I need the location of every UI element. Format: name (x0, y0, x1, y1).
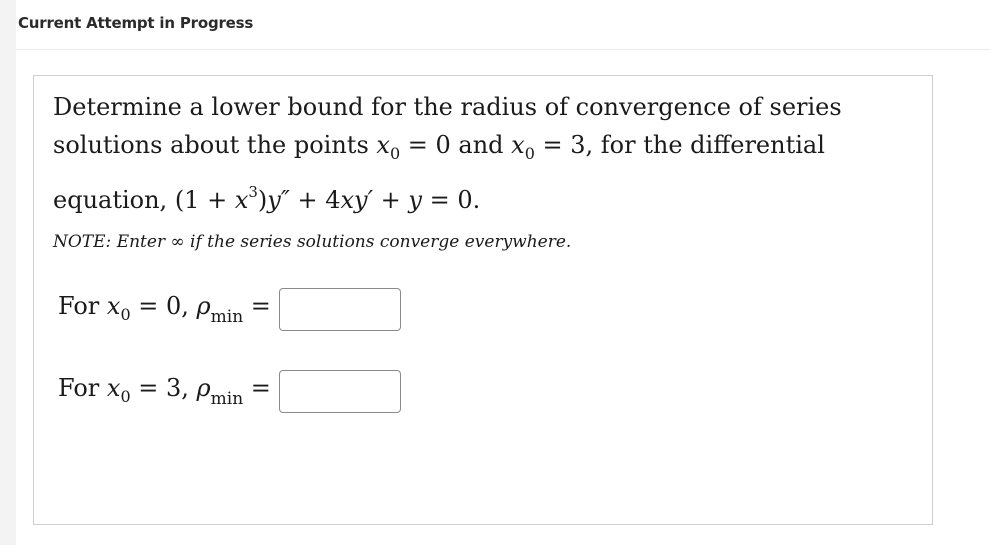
question-panel (33, 75, 933, 525)
attempt-header (16, 0, 990, 50)
answer-label-x0-zero: For $x_0 = 0$, $\rho_{min}$ = (58, 291, 271, 327)
question-line-1: Determine a lower bound for the radius of convergence of series (53, 93, 842, 121)
left-margin-strip (0, 0, 16, 545)
answer-row-x0-zero (58, 286, 401, 332)
question-line-2: solutions about the points $x_0 = 0$ and $x_0 = 3$, for the differential (53, 131, 825, 163)
answer-row-x0-three (58, 368, 401, 414)
answer-label-x0-three: For $x_0 = 3$, $\rho_{min}$ = (58, 373, 271, 409)
question-text (53, 88, 913, 219)
question-line-3: equation, $(1 + x^3)y'' + 4xy' + y = 0$. (53, 183, 481, 214)
rho-min-input-x0-zero[interactable] (279, 288, 401, 331)
attempt-status-title: Current Attempt in Progress (18, 14, 254, 32)
note-text: NOTE: Enter ∞ if the series solutions converge everywhere. (53, 232, 572, 252)
rho-min-input-x0-three[interactable] (279, 370, 401, 413)
